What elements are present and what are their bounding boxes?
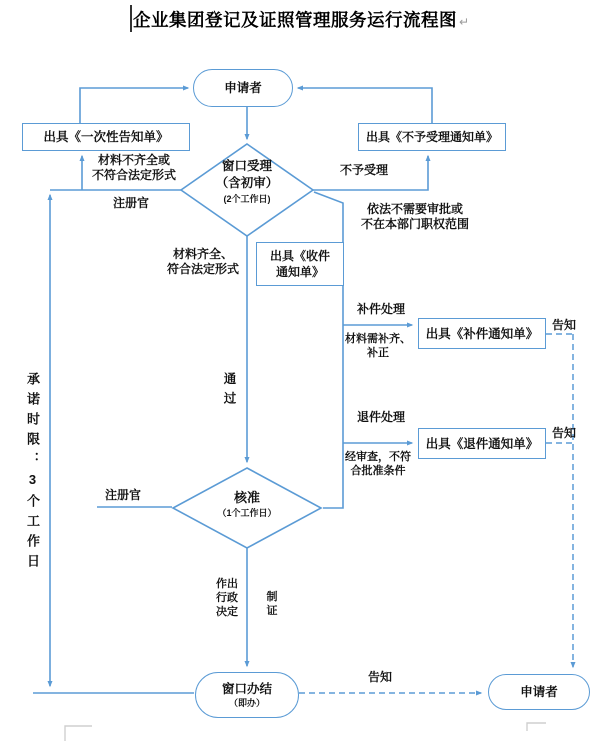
return-notice-box (418, 428, 546, 459)
approve-diamond-line1: 核准 (233, 490, 260, 505)
label-complete-1: 材料齐全、 (172, 247, 233, 261)
label-review-fail-2: 合批准条件 (350, 465, 406, 477)
label-make-cert-1: 制 (266, 591, 278, 603)
applicant-bottom-label: 申请者 (520, 685, 558, 699)
label-review-fail (340, 450, 416, 478)
connector-once-to-applicant (80, 88, 188, 123)
label-registrar-1: 注册官 (113, 196, 150, 210)
applicant-bottom-node (488, 674, 590, 710)
applicant-top-label: 申请者 (224, 81, 262, 95)
label-make-cert (264, 590, 280, 618)
supplement-notice-label: 出具《补件通知单》 (425, 326, 539, 341)
label-return-process: 退件处理 (357, 410, 406, 424)
label-supplement-need-1: 材料需补齐、 (345, 333, 411, 345)
label-promise-time: 承诺时限：3个工作日 (25, 372, 40, 574)
label-no-approval-2: 不在本部门职权范围 (360, 217, 469, 231)
flowchart-title (133, 7, 470, 32)
label-supplement-process: 补件处理 (357, 302, 406, 316)
label-registrar-2: 注册官 (105, 488, 142, 502)
text-cursor (130, 5, 132, 32)
label-notify-3: 告知 (368, 670, 393, 684)
approve-diamond-text (187, 489, 307, 520)
connector-right-bus (314, 192, 343, 508)
label-incomplete-1: 材料不齐全或 (97, 153, 170, 167)
return-notice-label: 出具《退件通知单》 (425, 436, 539, 451)
receipt-notice-label-1: 出具《收件 (269, 249, 330, 263)
applicant-top-node (193, 69, 293, 107)
once-notice-label: 出具《一次性告知单》 (43, 130, 169, 144)
once-notice-box (22, 123, 190, 151)
window-done-label: 窗口办结 (221, 682, 272, 696)
label-decision-1: 作出 (216, 578, 238, 590)
label-supplement-need (342, 332, 414, 360)
label-material-incomplete (85, 153, 183, 183)
supplement-notice-box (418, 318, 546, 349)
label-notify-2: 告知 (552, 426, 577, 440)
connector-reject-to-applicant (298, 88, 432, 123)
corner-mark-left (65, 726, 92, 741)
label-no-approval-1: 依法不需要审批或 (366, 202, 463, 216)
paragraph-return-mark: ↵ (459, 15, 470, 29)
accept-diamond-text (185, 158, 309, 206)
label-incomplete-2: 不符合法定形式 (91, 168, 176, 182)
label-complete-2: 符合法定形式 (166, 262, 239, 276)
label-decision (211, 577, 243, 619)
approve-diamond-line2: （1个工作日） (217, 508, 277, 518)
label-material-complete (156, 247, 250, 277)
label-review-fail-1: 经审查，不符 (345, 451, 411, 463)
label-decision-3: 决定 (216, 606, 238, 618)
corner-mark-right (527, 723, 546, 731)
label-no-approval (345, 202, 485, 232)
label-decision-2: 行政 (216, 592, 238, 604)
accept-diamond-line1: 窗口受理 (221, 159, 272, 173)
label-pass: 通过 (222, 372, 236, 411)
label-supplement-need-2: 补正 (367, 347, 389, 359)
reject-notice-label: 出具《不予受理通知单》 (365, 130, 498, 144)
label-not-accept: 不予受理 (340, 163, 389, 177)
accept-diamond-line3: (2个工作日) (223, 194, 271, 204)
accept-diamond-line2: （含初审） (215, 176, 279, 190)
window-done-node (195, 672, 299, 718)
label-notify-1: 告知 (552, 318, 577, 332)
label-make-cert-2: 证 (266, 605, 278, 617)
reject-notice-box (358, 123, 506, 151)
receipt-notice-box (256, 242, 344, 286)
window-done-sublabel: （即办） (228, 698, 265, 708)
title-text: 企业集团登记及证照管理服务运行流程图 (133, 10, 457, 30)
receipt-notice-label-2: 通知单》 (275, 265, 324, 279)
